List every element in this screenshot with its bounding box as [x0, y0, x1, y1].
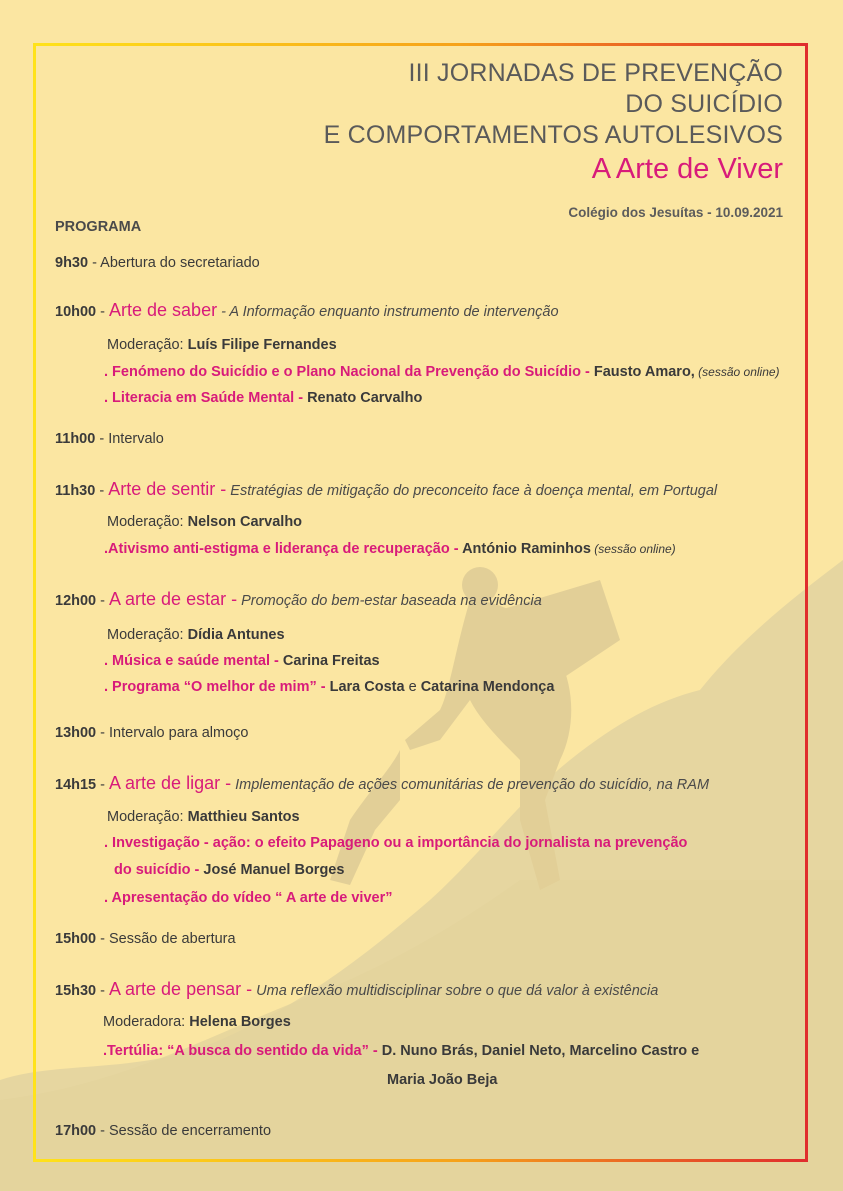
time: 11h00	[55, 431, 96, 447]
item-1415: 14h15 - A arte de ligar - Implementação de ações comunitárias de prevenção do suicídio, na RAM	[55, 773, 710, 793]
talk-title: . Música e saúde mental -	[104, 653, 279, 669]
item-text: - Sessão de encerramento	[96, 1123, 272, 1139]
moderator-3	[107, 627, 285, 643]
event-header	[324, 58, 783, 187]
talk-1	[104, 364, 780, 380]
time: 11h30	[55, 483, 96, 499]
time: 10h00	[55, 304, 97, 320]
moderator-label: Moderação:	[107, 337, 188, 353]
item-1200: 12h00 - A arte de estar - Promoção do bem-estar baseada na evidência	[55, 589, 542, 609]
talk-speaker: António Raminhos	[458, 541, 591, 557]
session-name: Arte de sentir -	[108, 479, 227, 499]
talk-title: .Tertúlia: “A busca do sentido da vida” -	[103, 1043, 378, 1059]
talk-title: . Fenómeno do Suicídio e o Plano Nacional da Prevenção do Suicídio -	[104, 364, 590, 380]
time: 15h30	[55, 983, 97, 999]
talk-speaker: Fausto Amaro,	[589, 364, 695, 380]
talk-speaker: Lara Costa	[325, 679, 405, 695]
talk-6-cont	[114, 862, 344, 878]
talk-speaker: José Manuel Borges	[199, 862, 345, 878]
item-1300	[55, 725, 248, 741]
moderator-label: Moderação:	[107, 627, 188, 643]
moderator-label: Moderação:	[107, 514, 188, 530]
talk-title: . Literacia em Saúde Mental -	[104, 390, 304, 406]
talk-speaker-2: Catarina Mendonça	[420, 679, 555, 695]
talk-title: . Investigação - ação: o efeito Papageno ou a importância do jornalista na prevenção	[104, 835, 688, 851]
item-1000: 10h00 - Arte de saber - A Informação enquanto instrumento de intervenção	[55, 300, 559, 320]
time: 12h00	[55, 593, 97, 609]
session-name: A arte de pensar -	[109, 979, 253, 999]
talk-note: (sessão online)	[694, 365, 780, 379]
moderator-name: Helena Borges	[189, 1014, 291, 1030]
talk-8-cont	[387, 1072, 497, 1088]
talk-title: . Apresentação do vídeo “ A arte de viver”	[104, 890, 393, 906]
item-1700	[55, 1123, 271, 1139]
talk-7	[104, 890, 393, 906]
item-1530: 15h30 - A arte de pensar - Uma reflexão multidisciplinar sobre o que dá valor à existência	[55, 979, 659, 999]
item-text: - Intervalo	[95, 431, 164, 447]
program-label: PROGRAMA	[55, 219, 142, 235]
session-desc: Implementação de ações comunitárias de prevenção do suicídio, na RAM	[231, 777, 710, 793]
moderator-name: Dídia Antunes	[187, 627, 285, 643]
moderator-name: Luís Filipe Fernandes	[187, 337, 337, 353]
moderator-name: Nelson Carvalho	[187, 514, 303, 530]
session-name: A arte de estar -	[109, 589, 238, 609]
moderator-2	[107, 514, 302, 530]
item-1500	[55, 931, 236, 947]
session-desc: - A Informação enquanto instrumento de intervenção	[217, 304, 559, 320]
time: 13h00	[55, 725, 97, 741]
talk-conjunction: e	[404, 679, 421, 695]
time: 9h30	[55, 255, 89, 271]
talk-title: .Ativismo anti-estigma e liderança de recuperação -	[104, 541, 459, 557]
moderator-label: Moderação:	[107, 809, 188, 825]
talk-note: (sessão online)	[590, 542, 676, 556]
event-subtitle: A Arte de Viver	[591, 153, 783, 185]
talk-speaker-2: Maria João Beja	[387, 1072, 498, 1088]
session-desc: Uma reflexão multidisciplinar sobre o que dá valor à existência	[252, 983, 659, 999]
item-0930	[55, 255, 260, 271]
talk-6	[104, 835, 687, 851]
session-name: Arte de saber	[109, 300, 218, 320]
venue-date: Colégio dos Jesuítas - 10.09.2021	[568, 205, 783, 220]
talk-speaker: D. Nuno Brás, Daniel Neto, Marcelino Castro e	[377, 1043, 700, 1059]
item-1130: 11h30 - Arte de sentir - Estratégias de mitigação do preconceito face à doença mental, em Portugal	[55, 479, 718, 499]
moderator-5	[103, 1014, 291, 1030]
talk-5	[104, 679, 554, 695]
session-desc: Estratégias de mitigação do preconceito face à doença mental, em Portugal	[226, 483, 718, 499]
title-line-2: DO SUICÍDIO	[625, 90, 783, 118]
item-text: - Abertura do secretariado	[88, 255, 260, 271]
moderator-1	[107, 337, 337, 353]
moderator-label: Moderadora:	[103, 1014, 190, 1030]
talk-speaker: Carina Freitas	[278, 653, 380, 669]
item-text: - Sessão de abertura	[96, 931, 236, 947]
item-1100	[55, 431, 164, 447]
title-line-1: III JORNADAS DE PREVENÇÃO	[408, 59, 783, 87]
talk-3	[104, 541, 676, 557]
time: 15h00	[55, 931, 97, 947]
talk-title: . Programa “O melhor de mim” -	[104, 679, 326, 695]
talk-2	[104, 390, 422, 406]
moderator-4	[107, 809, 300, 825]
session-name: A arte de ligar -	[109, 773, 232, 793]
talk-8	[103, 1043, 699, 1059]
talk-4	[104, 653, 380, 669]
talk-title-cont: do suicídio -	[114, 862, 200, 878]
time: 17h00	[55, 1123, 97, 1139]
talk-speaker: Renato Carvalho	[303, 390, 423, 406]
session-desc: Promoção do bem-estar baseada na evidência	[237, 593, 542, 609]
time: 14h15	[55, 777, 97, 793]
item-text: - Intervalo para almoço	[96, 725, 249, 741]
title-line-3: E COMPORTAMENTOS AUTOLESIVOS	[323, 121, 783, 149]
moderator-name: Matthieu Santos	[187, 809, 300, 825]
